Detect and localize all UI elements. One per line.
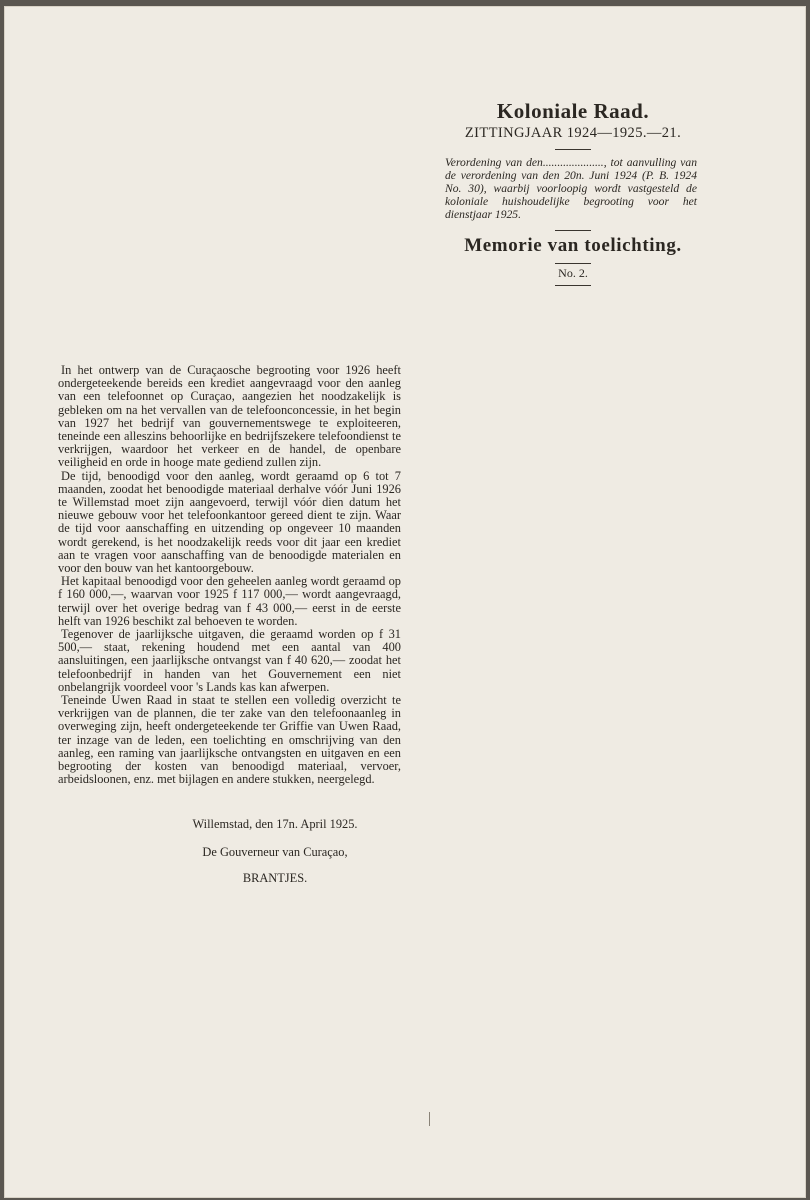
document-page — [4, 6, 806, 1198]
session-year: ZITTINGJAAR 1924—1925.—21. — [464, 125, 682, 141]
body-paragraph: Het kapitaal benoodigd voor den geheelen aanleg wordt geraamd op f 160 000,—, waarvan voor 1925 f 117 000,— wordt aangevraagd, terwijl over het overige bedrag van f 43 000,— eerst in de eerste helft van 1926 beschikt zal behoeven te worden. — [58, 574, 401, 628]
signatory-name: BRANTJES. — [242, 871, 308, 885]
divider — [555, 263, 591, 264]
divider — [555, 149, 591, 150]
body-paragraph: In het ontwerp van de Curaçaosche begrooting voor 1926 heeft ondergeteekende bereids een krediet aangevraagd voor den aanleg van een telefoonnet op Curaçao, aangezien het noodzakelijk is gebleken om na het vervallen van de telefoonconcessie, in het begin van 1927 het bedrijf van gouvernementswege te exploiteeren, teneinde een alleszins behoorlijke en bedrijfszekere telefoondienst te verkrijgen, waardoor het verkeer en de handel, de openbare veiligheid en orde in hooge mate gediend zullen zijn. — [58, 363, 401, 470]
body-paragraph: Tegenover de jaarlijksche uitgaven, die geraamd worden op f 31 500,— staat, rekening houdend met een aantal van 400 aansluitingen, een jaarlijksche ontvangst van f 40 620,— zoodat het telefoonbedrijf in handen van het Gouvernement een niet onbelangrijk voordeel voor 's Lands kas kan afwerpen. — [58, 627, 401, 694]
paper-mark — [429, 1112, 430, 1126]
council-title: Koloniale Raad. — [496, 99, 650, 123]
place-date: Willemstad, den 17n. April 1925. — [192, 817, 358, 831]
memo-number: No. 2. — [558, 266, 588, 280]
signatory-role: De Gouverneur van Curaçao, — [202, 845, 348, 859]
document-header — [443, 99, 703, 292]
divider — [555, 230, 591, 231]
memo-body — [58, 364, 401, 787]
divider — [555, 285, 591, 286]
body-paragraph: De tijd, benoodigd voor den aanleg, wordt geraamd op 6 tot 7 maanden, zoodat het benoodigde materiaal derhalve vóór Juni 1926 te Willemstad moet zijn aangevoerd, terwijl vóór dien datum het nieuwe gebouw voor het telefoonkantoor gereed dient te zijn. Waar de tijd voor aanschaffing en uitzending op ongeveer 10 maanden wordt gerekend, is het noodzakelijk reeds voor dit jaar een krediet aan te vragen voor aanschaffing van de benoodigde materialen en voor den bouw van het kantoorgebouw. — [58, 468, 401, 576]
memo-title: Memorie van toelichting. — [464, 235, 682, 256]
ordinance-description: Verordening van den....................., tot aanvulling van de verordening van den 20n. Juni 1924 (P. B. 1924 No. 30), waarbij voorloopig wordt vastgesteld de koloniale huishoudelijke begrooting voor het dienstjaar 1925. — [445, 156, 697, 221]
body-paragraph: Teneinde Uwen Raad in staat te stellen een volledig overzicht te verkrijgen van de plannen, die ter zake van den telefoonaanleg in overweging zijn, heeft ondergeteekende ter Griffie van Uwen Raad, ter inzage van de leden, een toelichting en omschrijving van den aanleg, een raming van jaarlijksche ontvangsten en uitgaven en een begrooting der kosten van benoodigd materiaal, vervoer, arbeidsloonen, enz. met bijlagen en andere stukken, neergelegd. — [58, 693, 401, 787]
